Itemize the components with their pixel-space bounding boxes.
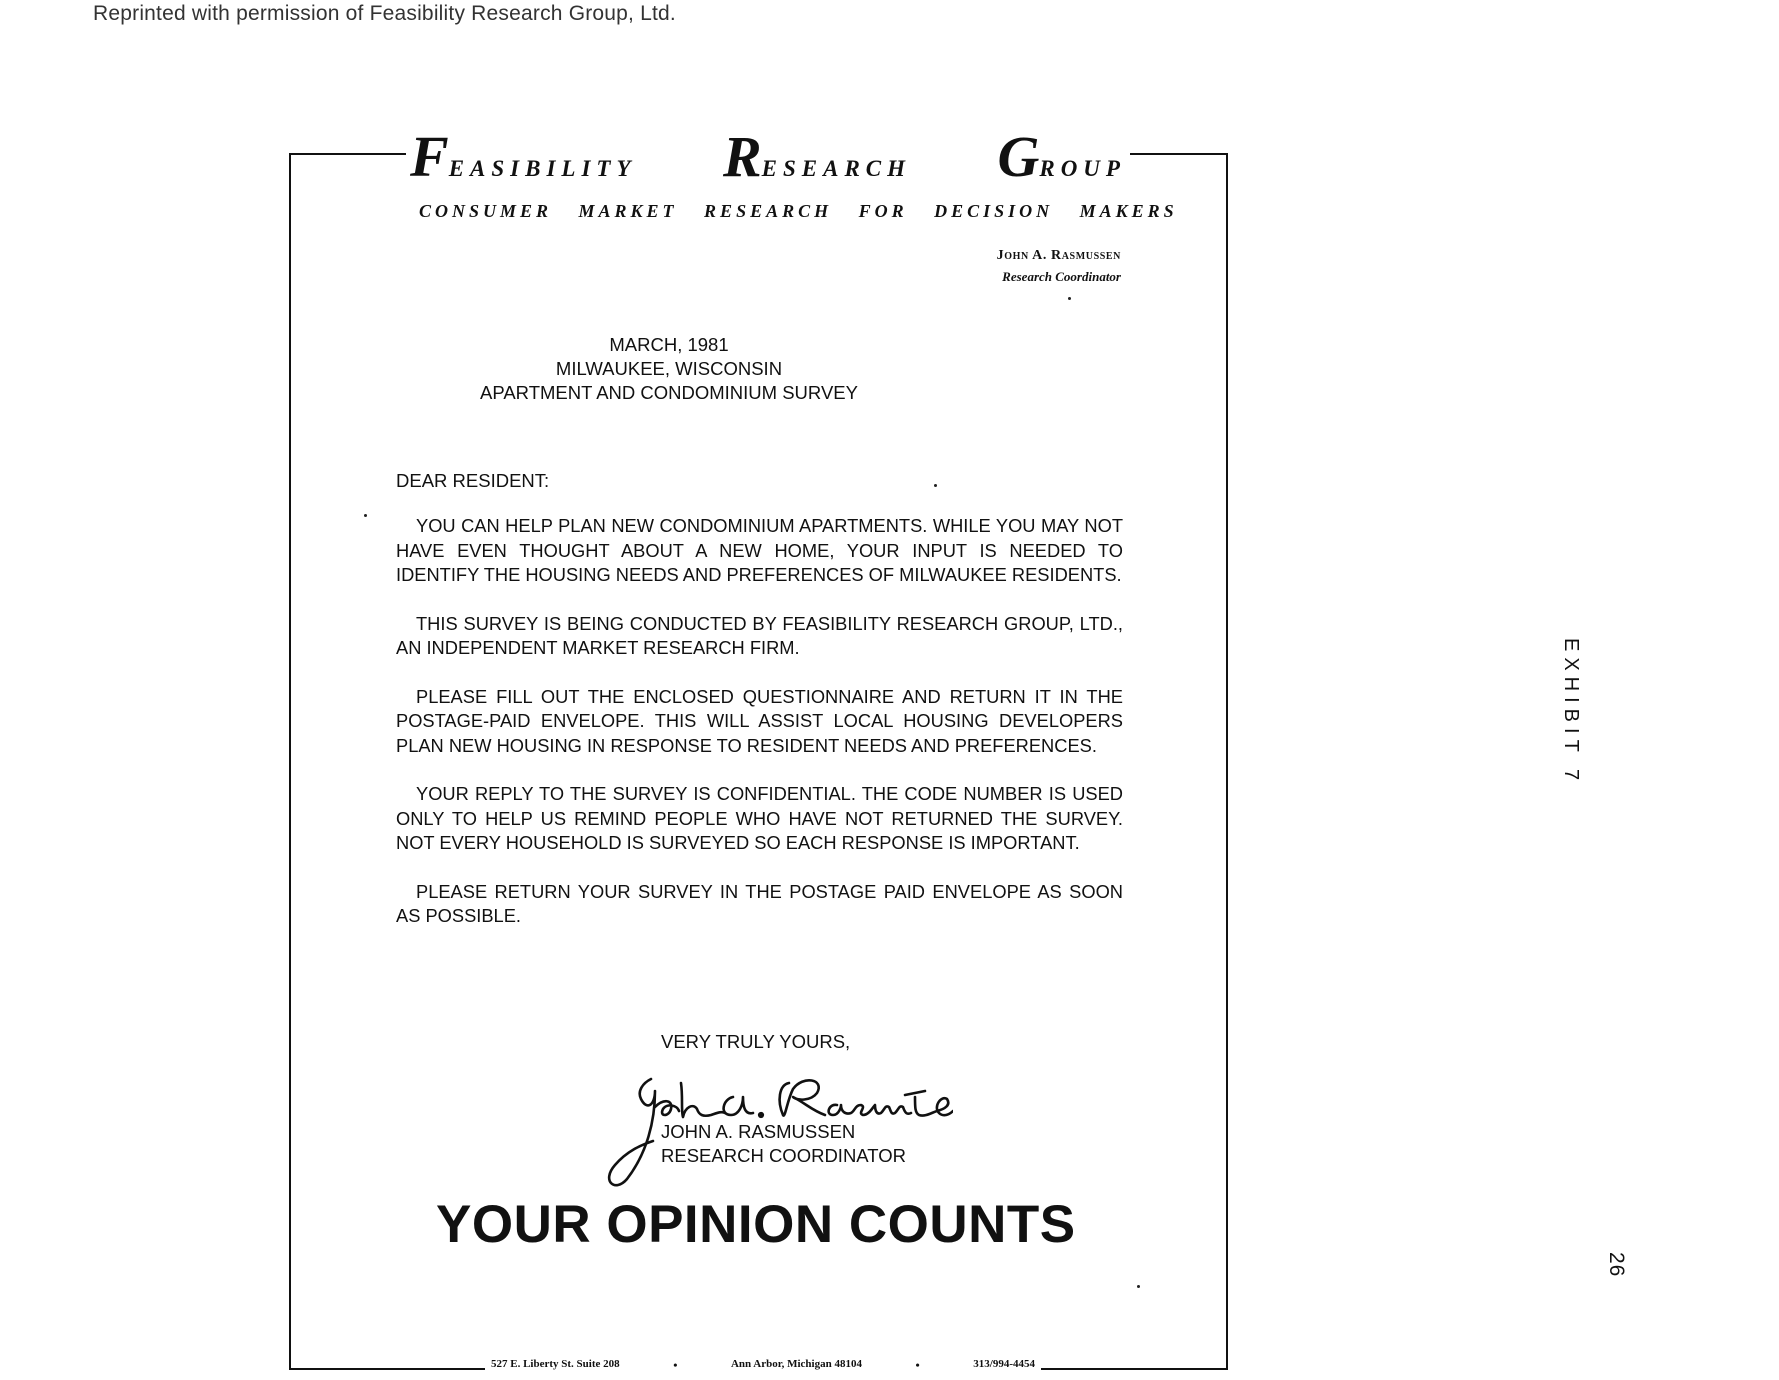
signer-name: JOHN A. RASMUSSEN — [661, 1121, 856, 1142]
footer-separator: • — [915, 1358, 920, 1372]
body-paragraph: THIS SURVEY IS BEING CONDUCTED BY FEASIBILITY RESEARCH GROUP, LTD., AN INDEPENDENT MARKET RESEARCH FIRM. — [396, 612, 1123, 658]
body-paragraph: PLEASE RETURN YOUR SURVEY IN THE POSTAGE PAID ENVELOPE AS SOON AS POSSIBLE. — [396, 880, 1123, 926]
scan-speck — [934, 484, 937, 487]
frame-border-bottom-right — [1041, 1368, 1228, 1370]
body-paragraph: PLEASE FILL OUT THE ENCLOSED QUESTIONNAIRE AND RETURN IT IN THE POSTAGE-PAID ENVELOPE. THIS WILL ASSIST LOCAL HOUSING DEVELOPERS PLAN NEW HOUSING IN RESPONSE TO RESIDENT NEEDS AND PREFERENCES. — [396, 685, 1123, 756]
letter-page — [289, 124, 1228, 1372]
letterhead-company-name — [406, 123, 1130, 190]
letter-body — [396, 514, 1123, 953]
page-number: 26 — [1605, 1252, 1628, 1278]
slogan-headline: YOUR OPINION COUNTS — [436, 1195, 1076, 1254]
letterhead-tagline: CONSUMER MARKET RESEARCH FOR DECISION MAKERS — [419, 201, 1178, 221]
signer-title: RESEARCH COORDINATOR — [661, 1145, 906, 1166]
signer-block — [661, 1120, 906, 1168]
body-paragraph: YOUR REPLY TO THE SURVEY IS CONFIDENTIAL. THE CODE NUMBER IS USED ONLY TO HELP US REMIND PEOPLE WHO HAVE NOT RETURNED THE SURVEY. NOT EVERY HOUSEHOLD IS SURVEYED SO EACH RESPONSE IS IMPORTANT. — [396, 783, 1123, 853]
contact-title: Research Coordinator — [1002, 269, 1121, 284]
letter-location: MILWAUKEE, WISCONSIN — [555, 358, 783, 379]
frame-border-bottom-left — [289, 1368, 485, 1370]
frame-border-top-left — [289, 153, 407, 155]
footer-phone: 313/994-4454 — [973, 1358, 1035, 1370]
reprint-note: Reprinted with permission of Feasibility Research Group, Ltd. — [93, 2, 676, 25]
frame-border-right — [1226, 153, 1228, 1370]
letterhead-contact — [849, 245, 1121, 287]
footer-city: Ann Arbor, Michigan 48104 — [730, 1358, 862, 1370]
scan-speck — [1068, 297, 1071, 300]
letterhead-footer — [485, 1358, 1041, 1373]
contact-name: John A. Rasmussen — [996, 248, 1121, 263]
letterhead-word-feasibility: FEASIBILITY — [410, 124, 637, 189]
frame-border-top-right — [1120, 153, 1228, 155]
exhibit-label: EXHIBIT 7 — [1560, 638, 1582, 787]
footer-street: 527 E. Liberty St. Suite 208 — [491, 1358, 620, 1370]
letterhead-word-group: GROUP — [997, 124, 1126, 189]
footer-separator: • — [673, 1358, 678, 1372]
letter-date: MARCH, 1981 — [609, 334, 729, 355]
salutation: DEAR RESIDENT: — [396, 470, 550, 491]
body-paragraph: YOU CAN HELP PLAN NEW CONDOMINIUM APARTMENTS. WHILE YOU MAY NOT HAVE EVEN THOUGHT ABOUT A NEW HOME, YOUR INPUT IS NEEDED TO IDENTIFY THE HOUSING NEEDS AND PREFERENCES OF MILWAUKEE RESIDENTS. — [396, 515, 1123, 585]
scan-speck — [1137, 1285, 1140, 1288]
scan-speck — [364, 514, 367, 517]
letterhead-word-research: RESEARCH — [722, 124, 912, 189]
frame-border-left — [289, 153, 291, 1370]
letter-heading — [409, 333, 929, 405]
survey-title: APARTMENT AND CONDOMINIUM SURVEY — [480, 382, 858, 403]
letter-closing: VERY TRULY YOURS, — [661, 1031, 851, 1052]
